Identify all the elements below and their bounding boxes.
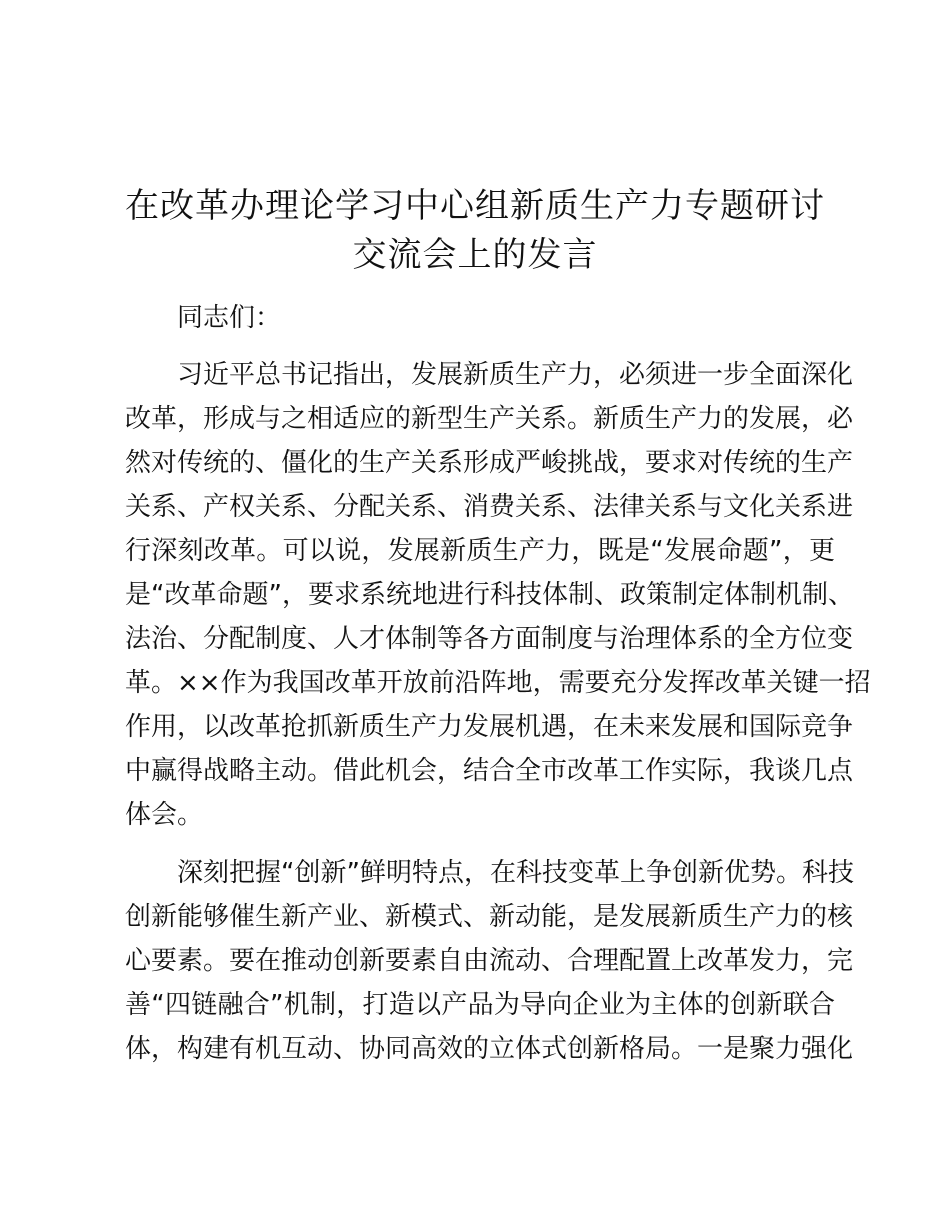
paragraph-1-line: 改革，形成与之相适应的新型生产关系。新质生产力的发展，必 xyxy=(125,404,854,434)
paragraph-2-line: 心要素。要在推动创新要素自由流动、合理配置上改革发力，完 xyxy=(125,946,854,976)
paragraph-1-line: 革。××作为我国改革开放前沿阵地，需要充分发挥改革关键一招 xyxy=(125,668,871,698)
paragraph-1-line: 法治、分配制度、人才体制等各方面制度与治理体系的全方位变 xyxy=(125,624,854,654)
paragraph-1-line: 行深刻改革。可以说，发展新质生产力，既是“发展命题”，更 xyxy=(125,536,835,566)
paragraph-2-line: 善“四链融合”机制，打造以产品为导向企业为主体的创新联合 xyxy=(125,990,835,1020)
paragraph-1-line: 是“改革命题”，要求系统地进行科技体制、政策制定体制机制、 xyxy=(125,580,854,610)
paragraph-2-line: 深刻把握“创新”鲜明特点，在科技变革上争创新优势。科技 xyxy=(177,858,854,888)
paragraph-2-line: 创新能够催生新产业、新模式、新动能，是发展新质生产力的核 xyxy=(125,902,854,932)
paragraph-1-line: 作用，以改革抢抓新质生产力发展机遇，在未来发展和国际竞争 xyxy=(125,712,854,742)
paragraph-1-line: 习近平总书记指出，发展新质生产力，必须进一步全面深化 xyxy=(177,360,854,390)
paragraph-1-line: 关系、产权关系、分配关系、消费关系、法律关系与文化关系进 xyxy=(125,492,854,522)
paragraph-1-line: 体会。 xyxy=(125,800,204,830)
salutation: 同志们： xyxy=(177,303,282,333)
paragraph-2-line: 体，构建有机互动、协同高效的立体式创新格局。一是聚力强化 xyxy=(125,1034,854,1064)
document-title-line-2: 交流会上的发言 xyxy=(352,235,598,275)
paragraph-1-line: 中赢得战略主动。借此机会，结合全市改革工作实际，我谈几点 xyxy=(125,756,854,786)
document-title-line-1: 在改革办理论学习中心组新质生产力专题研讨 xyxy=(125,186,825,226)
paragraph-1-line: 然对传统的、僵化的生产关系形成严峻挑战，要求对传统的生产 xyxy=(125,448,854,478)
